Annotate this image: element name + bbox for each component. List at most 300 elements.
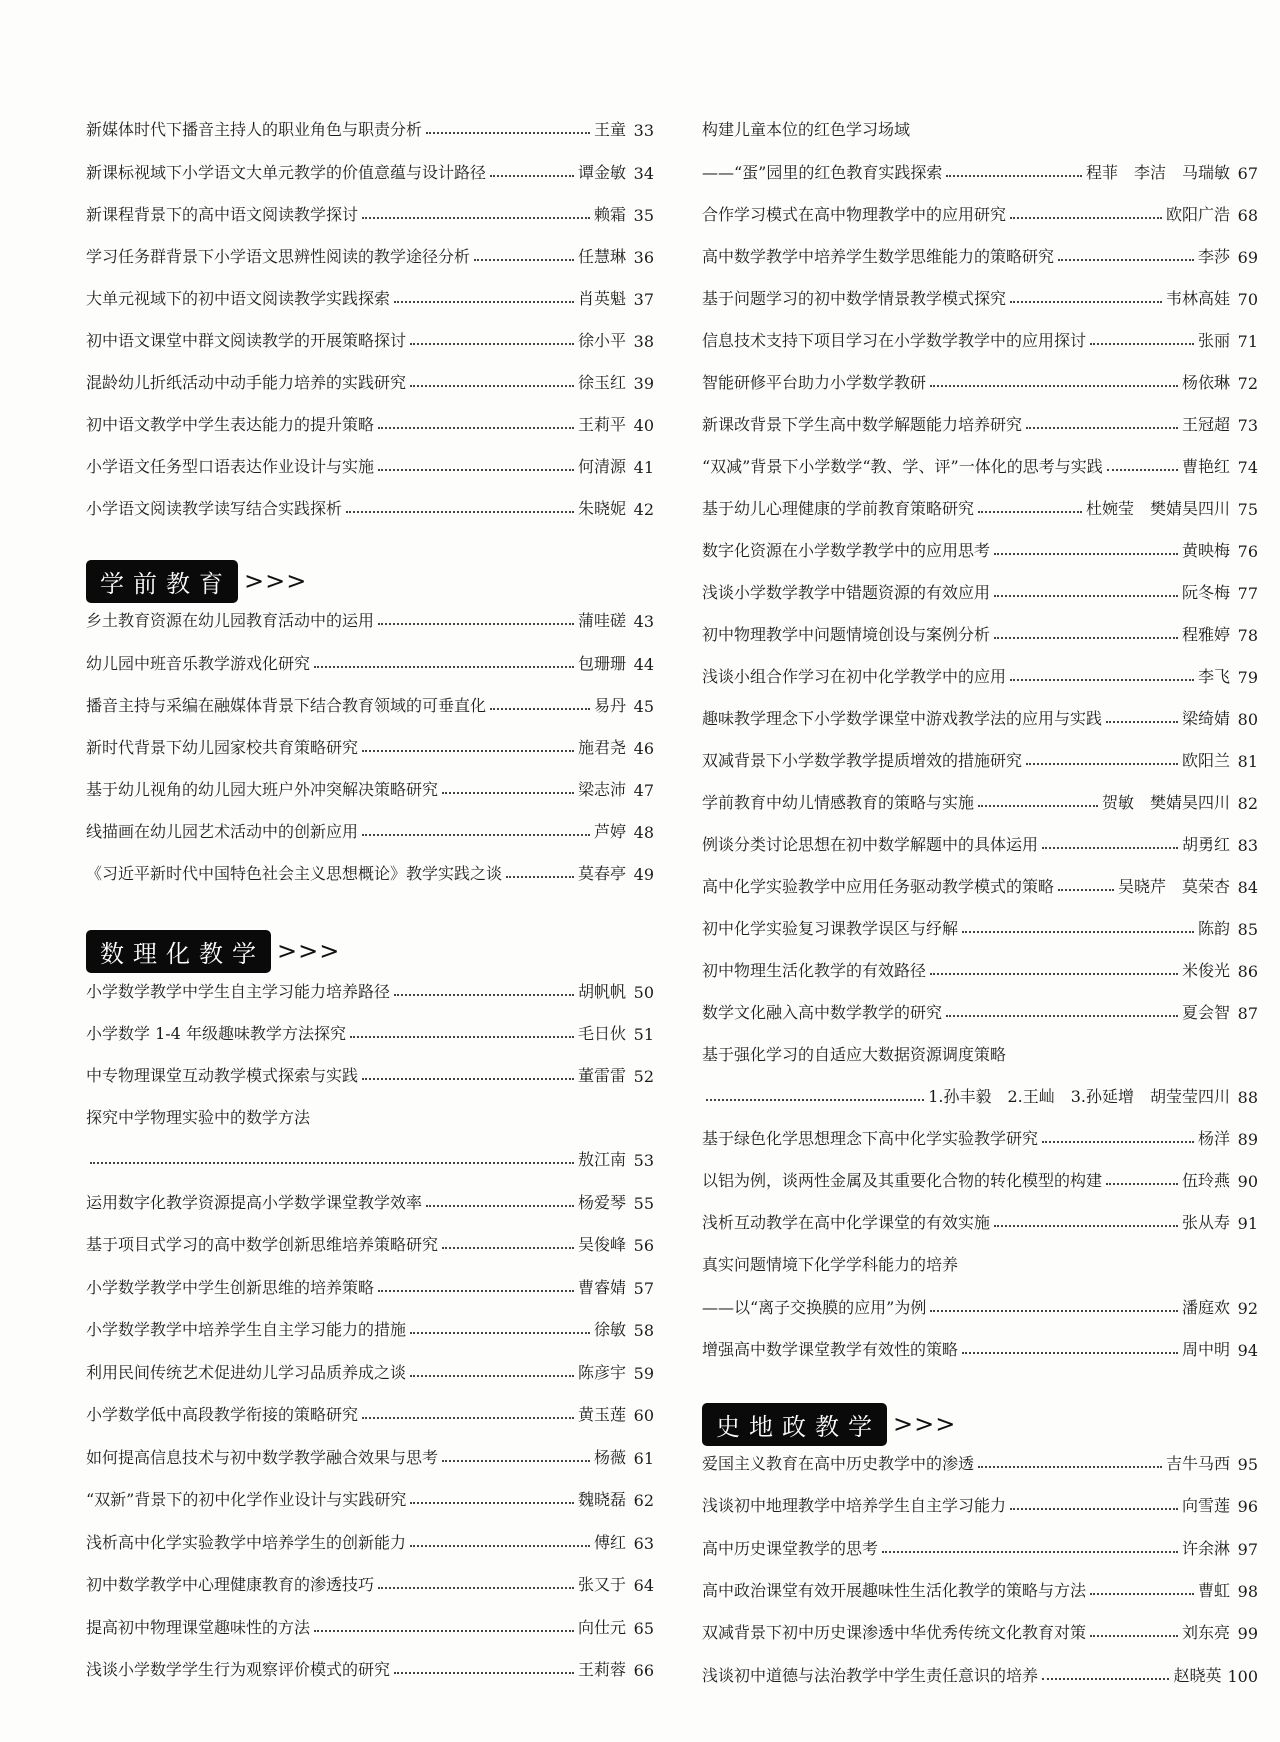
entry-title: 合作学习模式在高中物理教学中的应用研究 [702,205,1007,224]
toc-entry[interactable] [86,447,654,477]
toc-entry[interactable] [86,153,654,183]
entry-author: 梁志沛 [577,780,626,799]
entry-page-number: 72 [1237,374,1258,393]
toc-entry[interactable] [86,1395,654,1425]
dot-leader [1107,469,1178,471]
entry-author: 吴晓芹 莫荣杏 [1117,877,1230,896]
entry-page-number: 85 [1237,920,1258,939]
toc-entry[interactable] [702,1119,1258,1149]
entry-title: 提高初中物理课堂趣味性的方法 [86,1618,311,1637]
dot-leader [362,1078,574,1080]
dot-leader [1106,721,1178,723]
entry-page-number: 70 [1237,290,1258,309]
entry-page-number: 78 [1237,626,1258,645]
dot-leader [490,708,590,710]
dot-leader [410,1332,590,1334]
dot-leader [962,931,1194,933]
entry-page-number: 59 [633,1364,654,1383]
entry-page-number: 48 [633,823,654,842]
entry-author: 李莎 [1197,247,1230,266]
entry-author: 米俊光 [1181,961,1230,980]
entry-title: 智能研修平台助力小学数学教研 [702,373,927,392]
toc-entry[interactable] [86,812,654,842]
entry-author: 毛日伙 [577,1024,626,1043]
toc-entry[interactable] [702,951,1258,981]
entry-title: 浅析互动教学在高中化学课堂的有效实施 [702,1213,991,1232]
toc-entry[interactable] [702,1077,1258,1107]
dot-leader [1010,217,1162,219]
entry-author: 韦林高娃 [1165,289,1230,308]
toc-entry[interactable] [86,237,654,267]
toc-entry[interactable] [86,1650,654,1680]
dot-leader [410,1502,574,1504]
entry-page-number: 64 [633,1576,654,1595]
dot-leader [994,595,1178,597]
dot-leader [426,1205,574,1207]
entry-author: 芦婷 [593,822,626,841]
entry-title: “双减”背景下小学数学“教、学、评”一体化的思考与实践 [702,457,1103,476]
entry-page-number: 51 [633,1025,654,1044]
entry-author: 曹虹 [1197,1581,1230,1600]
entry-title: 双减背景下小学数学教学提质增效的措施研究 [702,751,1023,770]
entry-page-number: 60 [633,1406,654,1425]
dot-leader [426,132,590,134]
entry-title: 例谈分类讨论思想在初中数学解题中的具体运用 [702,835,1039,854]
entry-author: 魏晓磊 [577,1490,626,1509]
entry-author: 徐小平 [577,331,626,350]
entry-author: 朱晓妮 [577,499,626,518]
toc-entry[interactable] [86,1140,654,1170]
toc-entry[interactable] [702,1203,1258,1233]
entry-page-number: 63 [633,1534,654,1553]
toc-entry[interactable] [702,279,1258,309]
entry-title: 小学语文任务型口语表达作业设计与实施 [86,457,375,476]
dot-leader [946,175,1082,177]
toc-entry-heading[interactable] [702,1245,958,1275]
entry-title: 播音主持与采编在融媒体背景下结合教育领域的可垂直化 [86,696,487,715]
dot-leader [378,427,574,429]
entry-title: 新课程背景下的高中语文阅读教学探讨 [86,205,359,224]
toc-entry[interactable] [702,1444,1258,1474]
dot-leader [442,1247,574,1249]
toc-entry[interactable] [702,531,1258,561]
dot-leader [946,1015,1178,1017]
dot-leader [350,1036,574,1038]
section-arrows: >>> [244,567,308,595]
entry-title: 增强高中数学课堂教学有效性的策略 [702,1340,959,1359]
entry-author: 傅红 [593,1533,626,1552]
entry-author: 欧阳广浩 [1165,205,1230,224]
section-header [702,1403,956,1445]
entry-title: 双减背景下初中历史课渗透中华优秀传统文化教育对策 [702,1623,1087,1642]
toc-entry[interactable] [702,909,1258,939]
entry-author: 梁绮婧 [1181,709,1230,728]
dot-leader [930,1310,1178,1312]
entry-page-number: 77 [1237,584,1258,603]
entry-title: “双新”背景下的初中化学作业设计与实践研究 [86,1490,407,1509]
toc-entry[interactable] [86,770,654,800]
toc-entry[interactable] [86,110,654,140]
entry-title: 初中化学实验复习课教学误区与纾解 [702,919,959,938]
entry-author: 王莉平 [577,415,626,434]
entry-author: 潘庭欢 [1181,1298,1230,1317]
dot-leader [1058,259,1194,261]
toc-entry[interactable] [86,1438,654,1468]
entry-author: 易丹 [593,696,626,715]
section-title: 学前教育 [86,560,238,603]
entry-author: 贺敏 樊婧昊四川 [1101,793,1230,812]
entry-title: 浅谈小学数学学生行为观察评价模式的研究 [86,1660,391,1679]
dot-leader [930,973,1178,975]
entry-page-number: 96 [1237,1497,1258,1516]
toc-entry[interactable] [86,1183,654,1213]
entry-author: 李飞 [1197,667,1230,686]
dot-leader [90,1162,574,1164]
dot-leader [930,385,1178,387]
entry-page-number: 34 [633,164,654,183]
dot-leader [378,1290,574,1292]
section-header [86,560,307,602]
toc-entry[interactable] [702,321,1258,351]
toc-entry[interactable] [86,1353,654,1383]
entry-page-number: 58 [633,1321,654,1340]
entry-title: 浅谈初中道德与法治教学中学生责任意识的培养 [702,1666,1039,1685]
entry-title: 基于项目式学习的高中数学创新思维培养策略研究 [86,1235,439,1254]
entry-author: 赖霜 [593,205,626,224]
toc-entry[interactable] [86,321,654,351]
dot-leader [394,1672,574,1674]
entry-author: 杨薇 [593,1448,626,1467]
toc-entry[interactable] [86,728,654,758]
entry-author: 陈彦宇 [577,1363,626,1382]
entry-title: 浅谈小学数学教学中错题资源的有效应用 [702,583,991,602]
toc-entry[interactable] [86,279,654,309]
entry-author: 程菲 李洁 马瑞敏 [1085,163,1230,182]
entry-page-number: 95 [1237,1455,1258,1474]
toc-entry[interactable] [86,972,654,1002]
section-title: 数理化教学 [86,930,271,973]
toc-entry[interactable] [702,1529,1258,1559]
dot-leader [362,834,590,836]
entry-title: 基于强化学习的自适应大数据资源调度策略 [702,1045,1007,1064]
toc-entry[interactable] [702,573,1258,603]
dot-leader [1010,1508,1178,1510]
dot-leader [474,259,574,261]
entry-title: 基于绿色化学思想理念下高中化学实验教学研究 [702,1129,1039,1148]
toc-entry[interactable] [86,854,654,884]
toc-entry[interactable] [702,657,1258,687]
entry-title: 大单元视域下的初中语文阅读教学实践探索 [86,289,391,308]
entry-page-number: 84 [1237,878,1258,897]
entry-title: 高中历史课堂教学的思考 [702,1539,879,1558]
toc-entry[interactable] [702,825,1258,855]
dot-leader [394,994,574,996]
entry-page-number: 45 [633,697,654,716]
toc-entry[interactable] [702,783,1258,813]
toc-entry[interactable] [702,153,1258,183]
entry-author: 王冠超 [1181,415,1230,434]
toc-entry[interactable] [86,644,654,674]
entry-title: 数学文化融入高中数学教学的研究 [702,1003,943,1022]
dot-leader [362,750,574,752]
section-arrows: >>> [277,937,341,965]
entry-title: 新课改背景下学生高中数学解题能力培养研究 [702,415,1023,434]
dot-leader [994,637,1178,639]
dot-leader [1010,301,1162,303]
entry-page-number: 39 [633,374,654,393]
dot-leader [1026,427,1178,429]
entry-author: 王莉蓉 [577,1660,626,1679]
entry-title: 真实问题情境下化学学科能力的培养 [702,1255,959,1274]
dot-leader [706,1099,924,1101]
dot-leader [882,1551,1178,1553]
entry-author: 徐敏 [593,1320,626,1339]
entry-page-number: 76 [1237,542,1258,561]
dot-leader [490,175,574,177]
dot-leader [978,1466,1162,1468]
entry-author: 吴俊峰 [577,1235,626,1254]
toc-entry[interactable] [86,1225,654,1255]
dot-leader [442,792,574,794]
entry-title: 基于幼儿心理健康的学前教育策略研究 [702,499,975,518]
toc-entry[interactable] [702,405,1258,435]
entry-author: 1.孙丰毅 2.王屾 3.孙延增 胡莹莹四川 [928,1087,1230,1106]
entry-author: 周中明 [1181,1340,1230,1359]
toc-entry-heading[interactable] [702,110,910,140]
toc-entry[interactable] [702,489,1258,519]
entry-author: 蒲哇磋 [577,611,626,630]
entry-title: 新时代背景下幼儿园家校共育策略研究 [86,738,359,757]
entry-page-number: 46 [633,739,654,758]
toc-entry[interactable] [86,1310,654,1340]
entry-author: 曹睿婧 [577,1278,626,1297]
dot-leader [1058,889,1114,891]
entry-author: 许余淋 [1181,1539,1230,1558]
entry-title: ——以“离子交换膜的应用”为例 [702,1298,927,1317]
entry-title: 小学数学低中高段教学衔接的策略研究 [86,1405,359,1424]
dot-leader [314,666,574,668]
entry-title: 初中物理生活化教学的有效路径 [702,961,927,980]
entry-page-number: 33 [633,121,654,140]
entry-title: 浅谈初中地理教学中培养学生自主学习能力 [702,1496,1007,1515]
entry-title: 高中政治课堂有效开展趣味性生活化教学的策略与方法 [702,1581,1087,1600]
entry-title: 混龄幼儿折纸活动中动手能力培养的实践研究 [86,373,407,392]
entry-page-number: 50 [633,983,654,1002]
dot-leader [994,553,1178,555]
entry-author: 曹艳红 [1181,457,1230,476]
toc-entry[interactable] [86,405,654,435]
entry-title: 幼儿园中班音乐教学游戏化研究 [86,654,311,673]
entry-page-number: 62 [633,1491,654,1510]
toc-entry[interactable] [702,1613,1258,1643]
entry-title: 小学数学教学中培养学生自主学习能力的措施 [86,1320,407,1339]
toc-entry[interactable] [86,1608,654,1638]
entry-title: 新课标视域下小学语文大单元教学的价值意蕴与设计路径 [86,163,487,182]
toc-entry[interactable] [702,1571,1258,1601]
entry-title: 信息技术支持下项目学习在小学数学教学中的应用探讨 [702,331,1087,350]
entry-author: 阮冬梅 [1181,583,1230,602]
entry-title: 运用数字化教学资源提高小学数学课堂教学效率 [86,1193,423,1212]
toc-entry[interactable] [702,363,1258,393]
entry-title: 《习近平新时代中国特色社会主义思想概论》教学实践之谈 [86,864,503,883]
dot-leader [506,876,574,878]
entry-page-number: 44 [633,655,654,674]
entry-title: 初中数学教学中心理健康教育的渗透技巧 [86,1575,375,1594]
entry-page-number: 66 [633,1661,654,1680]
entry-author: 程雅婷 [1181,625,1230,644]
entry-title: 初中物理教学中问题情境创设与案例分析 [702,625,991,644]
entry-title: 小学数学教学中学生自主学习能力培养路径 [86,982,391,1001]
entry-title: 数字化资源在小学数学教学中的应用思考 [702,541,991,560]
entry-page-number: 61 [633,1449,654,1468]
dot-leader [410,1375,574,1377]
dot-leader [1042,1141,1194,1143]
entry-title: 以铝为例，谈两性金属及其重要化合物的转化模型的构建 [702,1171,1103,1190]
entry-author: 敖江南 [577,1150,626,1169]
entry-page-number: 68 [1237,206,1258,225]
entry-author: 杨依琳 [1181,373,1230,392]
entry-author: 赵晓英 [1173,1666,1222,1685]
section-arrows: >>> [893,1410,957,1438]
entry-title: 浅析高中化学实验教学中培养学生的创新能力 [86,1533,407,1552]
entry-title: 小学语文阅读教学读写结合实践探析 [86,499,343,518]
toc-entry[interactable] [86,601,654,631]
entry-title: 高中化学实验教学中应用任务驱动教学模式的策略 [702,877,1055,896]
entry-page-number: 40 [633,416,654,435]
toc-entry[interactable] [702,1161,1258,1191]
entry-author: 谭金敏 [577,163,626,182]
dot-leader [378,469,574,471]
entry-author: 胡勇红 [1181,835,1230,854]
entry-page-number: 80 [1237,710,1258,729]
entry-author: 胡帆帆 [577,982,626,1001]
entry-page-number: 52 [633,1067,654,1086]
toc-entry-heading[interactable] [702,1035,1006,1065]
entry-author: 施君尧 [577,738,626,757]
entry-page-number: 81 [1237,752,1258,771]
dot-leader [378,1587,574,1589]
entry-author: 董雷雷 [577,1066,626,1085]
toc-entry[interactable] [702,195,1258,225]
toc-entry[interactable] [702,1330,1258,1360]
entry-page-number: 38 [633,332,654,351]
entry-author: 莫春亭 [577,864,626,883]
entry-author: 张又于 [577,1575,626,1594]
section-title: 史地政教学 [702,1403,887,1446]
dot-leader [362,1417,574,1419]
toc-entry[interactable] [86,1523,654,1553]
entry-title: 利用民间传统艺术促进幼儿学习品质养成之谈 [86,1363,407,1382]
entry-author: 黄玉莲 [577,1405,626,1424]
dot-leader [1010,679,1194,681]
toc-entry[interactable] [86,1565,654,1595]
entry-page-number: 37 [633,290,654,309]
toc-entry[interactable] [702,615,1258,645]
entry-page-number: 86 [1237,962,1258,981]
dot-leader [410,1545,590,1547]
toc-entry[interactable] [702,1486,1258,1516]
entry-page-number: 36 [633,248,654,267]
entry-page-number: 55 [633,1194,654,1213]
entry-author: 向仕元 [577,1618,626,1637]
dot-leader [1042,1678,1169,1680]
entry-title: 新媒体时代下播音主持人的职业角色与职责分析 [86,120,423,139]
entry-author: 肖英魁 [577,289,626,308]
entry-page-number: 82 [1237,794,1258,813]
dot-leader [362,217,590,219]
dot-leader [346,511,574,513]
toc-entry[interactable] [702,993,1258,1023]
entry-page-number: 98 [1237,1582,1258,1601]
toc-entry-heading[interactable] [86,1098,310,1128]
entry-page-number: 90 [1237,1172,1258,1191]
toc-entry[interactable] [86,195,654,225]
dot-leader [978,805,1098,807]
toc-entry[interactable] [702,237,1258,267]
dot-leader [994,1225,1178,1227]
toc-entry[interactable] [702,699,1258,729]
entry-page-number: 99 [1237,1624,1258,1643]
entry-title: 初中语文教学中学生表达能力的提升策略 [86,415,375,434]
entry-author: 刘东亮 [1181,1623,1230,1642]
dot-leader [378,623,574,625]
entry-page-number: 69 [1237,248,1258,267]
entry-page-number: 83 [1237,836,1258,855]
dot-leader [978,511,1082,513]
dot-leader [1090,1593,1194,1595]
entry-title: 基于问题学习的初中数学情景教学模式探究 [702,289,1007,308]
entry-page-number: 94 [1237,1341,1258,1360]
toc-entry[interactable] [86,363,654,393]
entry-author: 徐玉红 [577,373,626,392]
entry-author: 夏会智 [1181,1003,1230,1022]
dot-leader [1042,847,1178,849]
entry-page-number: 97 [1237,1540,1258,1559]
dot-leader [314,1630,574,1632]
entry-page-number: 42 [633,500,654,519]
toc-entry[interactable] [86,489,654,519]
toc-entry[interactable] [702,741,1258,771]
entry-title: 乡土教育资源在幼儿园教育活动中的运用 [86,611,375,630]
toc-entry[interactable] [86,1480,654,1510]
entry-title: 小学数学 1-4 年级趣味教学方法探究 [86,1024,346,1043]
entry-page-number: 56 [633,1236,654,1255]
entry-page-number: 67 [1237,164,1258,183]
entry-author: 杨爱琴 [577,1193,626,1212]
entry-author: 杨洋 [1197,1129,1230,1148]
toc-entry[interactable] [702,447,1258,477]
entry-title: ——“蛋”园里的红色教育实践探索 [702,163,943,182]
entry-author: 欧阳兰 [1181,751,1230,770]
toc-entry[interactable] [702,1656,1258,1686]
toc-entry[interactable] [86,1268,654,1298]
entry-page-number: 89 [1237,1130,1258,1149]
toc-entry[interactable] [702,1288,1258,1318]
entry-page-number: 35 [633,206,654,225]
section-header [86,930,340,972]
entry-page-number: 74 [1237,458,1258,477]
toc-entry[interactable] [86,686,654,716]
toc-entry[interactable] [86,1056,654,1086]
entry-author: 陈韵 [1197,919,1230,938]
entry-title: 构建儿童本位的红色学习场域 [702,120,911,139]
entry-page-number: 65 [633,1619,654,1638]
entry-page-number: 87 [1237,1004,1258,1023]
entry-page-number: 43 [633,612,654,631]
toc-entry[interactable] [702,867,1258,897]
dot-leader [410,385,574,387]
toc-entry[interactable] [86,1014,654,1044]
